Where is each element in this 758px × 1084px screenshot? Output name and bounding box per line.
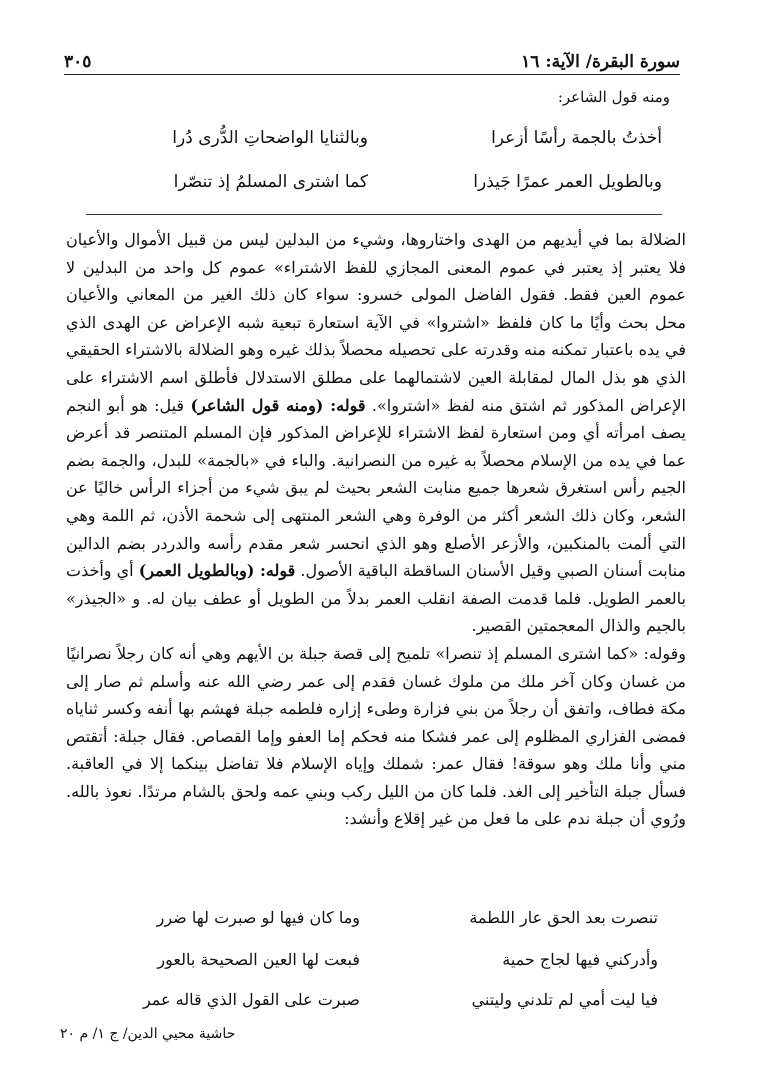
commentary-paragraph: وقوله: «كما اشترى المسلم إذ تنصرا» تلميح إلى قصة جبلة بن الأيهم وهي أنه كان رجلاً نصرانيًا من غسان وكان آخر ملك من ملوك غسان فقدم إلى عمر رضي الله عنه وأسلم ثم صار إلى مكة فطاف، واتفق أن رجلاً من بني فزارة وطىء إزاره فلطمه جبلة فهشم بها أنفه وكسر ثناياه فمضى الفزاري المظلوم إلى عمر فشكا منه فحكم إما العفو وإما القصاص. فقال جبلة: أتقتص مني وأنا ملك وهو سوقة! فقال عمر: شملك وإياه الإسلام فلا تفاضل بينكما إلا في العاقبة. فسأل جبلة التأخير إلى الغد. فلما كان من الليل ركب وبني عمه ولحق بالشام مرتدًا. نعوذ بالله. ورُوي أن جبلة ندم على ما فعل من غير إقلاع وأنشد: bbox=[66, 643, 686, 829]
commentary-segment: الضلالة بما في أيديهم من الهدى واختاروها، وشيء من البدلين ليس من قبيل الأموال والأعيان فلا يعتبر إذ يعتبر في عموم المعنى المجازي للفظ الاشتراء» عموم كل واحد من البدلين لا عموم العين فقط. فقول الفاضل المولى خسرو: سواء كان ذلك الغير من المعاني والأعيان محل بحث وأيًا ما كان فلفظ «اشتروا» في الآية استعارة تبعية شبه الإعراض عن الهدى الذي في يده باعتبار تمكنه منه وقدرته على تحصيله محصلاً بذلك غيره وهو الضلالة بالاشتراء الحقيقي الذي هو بذل المال لمقابلة العين لاشتمالهما على مطلق الاستدلال فأطلق اسم الاشتراء على الإعراض المذكور ثم اشتق منه لفظ «اشتروا». bbox=[66, 230, 687, 415]
opening-verse bbox=[100, 172, 662, 192]
verse-second-hemistich: وما كان فيها لو صبرت لها ضرر bbox=[156, 908, 360, 927]
running-header bbox=[64, 40, 680, 72]
commentary-paragraph bbox=[66, 226, 686, 640]
commentary-text bbox=[66, 226, 686, 833]
closing-verse bbox=[110, 950, 658, 969]
header-title: سورة البقرة/ الآية: ١٦ bbox=[521, 52, 680, 72]
verse-first-hemistich: وأدركني فيها لجاج حمية bbox=[502, 950, 658, 969]
verse-second-hemistich: صبرت على القول الذي قاله عمر bbox=[142, 990, 360, 1009]
page-number: ٣٠٥ bbox=[64, 52, 92, 72]
closing-verse bbox=[110, 908, 658, 927]
closing-verse bbox=[110, 990, 658, 1009]
verse-first-hemistich: تنصرت بعد الحق عار اللطمة bbox=[469, 908, 658, 927]
opening-verse bbox=[100, 128, 662, 148]
verse-second-hemistich: فبعت لها العين الصحيحة بالعور bbox=[157, 950, 360, 969]
commentary-segment: قيل: هو أبو النجم يصف امرأته أي ومن استعارة لفظ الاشتراء للإعراض المذكور فإن المسلم المتنصر قد أعرض عما في يده من الإسلام محصلاً به غيره من النصرانية. والباء في «بالجمة» للبدل، والجمة بضم الجيم رأس استغرق شعرها جميع منابت الشعر بحيث لم يبق شيء من أجزاء الرأس خاليًا عن الشعر، وكان ذلك الشعر أكثر من الوفرة وهي الشعر المنتهى إلى شحمة الأذن، ثم اللمة وهي التي ألمت بالمنكبين، والأزعر الأصلع وهو الذي انحسر شعر مقدم رأسه والدردر بضم الدالين منابت أسنان الصبي وقيل الأسنان الساقطة الباقية الأصول. bbox=[66, 395, 686, 581]
verse-second-hemistich: وبالثنايا الواضحاتِ الدُّرى دُرا bbox=[172, 128, 368, 148]
volume-footer: حاشية محيي الدين/ ج ١/ م ٢٠ bbox=[60, 1026, 236, 1042]
verse-first-hemistich: أخذتُ بالجمة رأسًا أزعرا bbox=[491, 128, 662, 148]
commentary-segment: أي وأخذت بالعمر الطويل. فلما قدمت الصفة انقلب العمر بدلاً من الطويل أو عطف بيان له. و «الجيذر» بالجيم والذال المعجمتين القصير. bbox=[66, 561, 686, 636]
footnote-separator bbox=[86, 214, 662, 215]
verse-first-hemistich: وبالطويل العمر عمرًا جَيذرا bbox=[473, 172, 662, 192]
lemma-heading: قوله: (وبالطويل العمر) bbox=[138, 561, 296, 581]
lemma-heading: قوله: (ومنه قول الشاعر) bbox=[190, 395, 366, 415]
verse-second-hemistich: كما اشترى المسلمُ إذ تنصّرا bbox=[173, 172, 368, 192]
verse-intro: ومنه قول الشاعر: bbox=[557, 88, 670, 106]
header-rule bbox=[64, 74, 680, 75]
verse-first-hemistich: فيا ليت أمي لم تلدني وليتني bbox=[471, 990, 658, 1009]
